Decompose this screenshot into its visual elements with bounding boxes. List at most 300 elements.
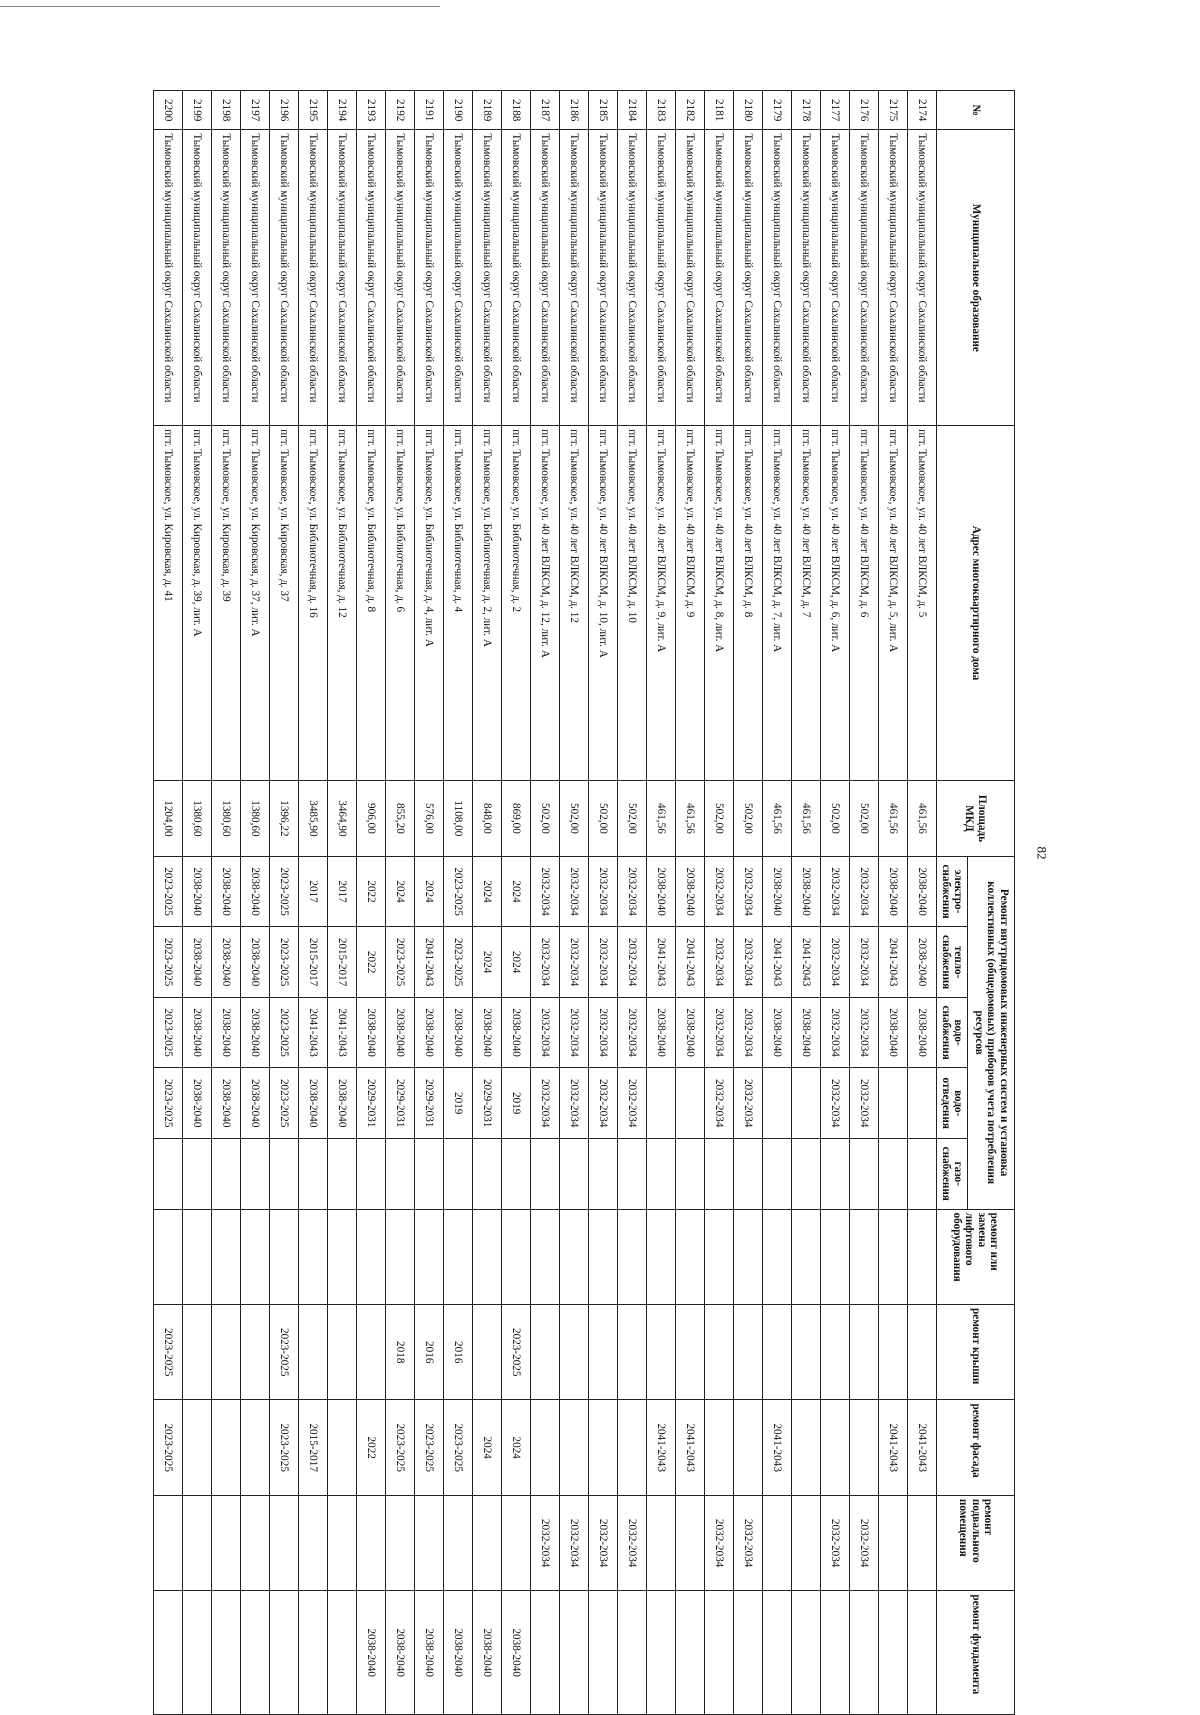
electricity-cell: 2038-2040 [212, 856, 241, 927]
sewerage-cell [647, 1068, 676, 1139]
elevator-cell [241, 1209, 270, 1304]
roof-cell [357, 1305, 386, 1400]
address-cell: пгт. Тымовское, ул. Библиотечная, д. 8 [357, 426, 386, 781]
page-number: 82 [1034, 846, 1050, 860]
heating-cell: 2032-2034 [850, 927, 879, 998]
gas-cell [357, 1138, 386, 1209]
municipality-cell: Тымовский муниципальный округ Сахалинской области [415, 130, 444, 426]
gas-cell [560, 1138, 589, 1209]
area-cell: 3464,90 [328, 781, 357, 857]
gas-cell [531, 1138, 560, 1209]
water-cell: 2038-2040 [386, 997, 415, 1068]
facade-cell: 2041-2043 [647, 1400, 676, 1495]
table-row [821, 91, 850, 1715]
roof-cell [908, 1305, 937, 1400]
basement-cell [357, 1495, 386, 1590]
row-number: 2177 [821, 91, 850, 130]
header-facade: ремонт фасада [937, 1400, 1015, 1495]
area-cell: 502,00 [734, 781, 763, 857]
elevator-cell [879, 1209, 908, 1304]
address-cell: пгт. Тымовское, ул. 40 лет ВЛКСМ, д. 9, лит. А [647, 426, 676, 781]
elevator-cell [618, 1209, 647, 1304]
sewerage-cell: 2032-2034 [618, 1068, 647, 1139]
electricity-cell: 2038-2040 [879, 856, 908, 927]
heating-cell: 2032-2034 [734, 927, 763, 998]
municipality-cell: Тымовский муниципальный округ Сахалинской области [705, 130, 734, 426]
table-row [705, 91, 734, 1715]
header-basement: ремонт подвального помещения [937, 1495, 1015, 1590]
basement-cell: 2032-2034 [850, 1495, 879, 1590]
basement-cell [676, 1495, 705, 1590]
address-cell: пгт. Тымовское, ул. Библиотечная, д. 2 [502, 426, 531, 781]
water-cell: 2038-2040 [473, 997, 502, 1068]
elevator-cell [850, 1209, 879, 1304]
facade-cell: 2041-2043 [763, 1400, 792, 1495]
address-cell: пгт. Тымовское, ул. 40 лет ВЛКСМ, д. 5, лит. А [879, 426, 908, 781]
area-cell: 502,00 [531, 781, 560, 857]
electricity-cell: 2023-2025 [444, 856, 473, 927]
elevator-cell [531, 1209, 560, 1304]
roof-cell [763, 1305, 792, 1400]
facade-cell [183, 1400, 212, 1495]
row-number: 2199 [183, 91, 212, 130]
address-cell: пгт. Тымовское, ул. Кировская, д. 37 [270, 426, 299, 781]
heating-cell: 2015-2017 [328, 927, 357, 998]
electricity-cell: 2024 [473, 856, 502, 927]
sewerage-cell: 2023-2025 [270, 1068, 299, 1139]
elevator-cell [444, 1209, 473, 1304]
address-cell: пгт. Тымовское, ул. 40 лет ВЛКСМ, д. 7, лит. А [763, 426, 792, 781]
electricity-cell: 2017 [299, 856, 328, 927]
table-header [937, 91, 1015, 1715]
sewerage-cell [792, 1068, 821, 1139]
row-number: 2176 [850, 91, 879, 130]
municipality-cell: Тымовский муниципальный округ Сахалинской области [531, 130, 560, 426]
heating-cell: 2041-2043 [415, 927, 444, 998]
row-number: 2184 [618, 91, 647, 130]
municipality-cell: Тымовский муниципальный округ Сахалинской области [154, 130, 183, 426]
water-cell: 2032-2034 [560, 997, 589, 1068]
foundation-cell [531, 1591, 560, 1715]
facade-cell: 2024 [502, 1400, 531, 1495]
foundation-cell [270, 1591, 299, 1715]
area-cell: 502,00 [850, 781, 879, 857]
facade-cell: 2041-2043 [908, 1400, 937, 1495]
municipality-cell: Тымовский муниципальный округ Сахалинской области [328, 130, 357, 426]
sewerage-cell: 2032-2034 [734, 1068, 763, 1139]
foundation-cell [299, 1591, 328, 1715]
elevator-cell [473, 1209, 502, 1304]
basement-cell [386, 1495, 415, 1590]
row-number: 2181 [705, 91, 734, 130]
row-number: 2187 [531, 91, 560, 130]
elevator-cell [386, 1209, 415, 1304]
row-number: 2194 [328, 91, 357, 130]
basement-cell [154, 1495, 183, 1590]
foundation-cell [676, 1591, 705, 1715]
elevator-cell [183, 1209, 212, 1304]
water-cell: 2038-2040 [183, 997, 212, 1068]
table-row [183, 91, 212, 1715]
water-cell: 2038-2040 [908, 997, 937, 1068]
header-num: № [937, 91, 1015, 130]
row-number: 2200 [154, 91, 183, 130]
gas-cell [618, 1138, 647, 1209]
facade-cell [531, 1400, 560, 1495]
header-municipality: Муниципальное образование [937, 130, 1015, 426]
sewerage-cell: 2032-2034 [821, 1068, 850, 1139]
area-cell: 461,56 [908, 781, 937, 857]
row-number: 2183 [647, 91, 676, 130]
electricity-cell: 2032-2034 [618, 856, 647, 927]
foundation-cell [154, 1591, 183, 1715]
facade-cell: 2024 [473, 1400, 502, 1495]
gas-cell [270, 1138, 299, 1209]
facade-cell: 2015-2017 [299, 1400, 328, 1495]
header-area: Площадь МКД [937, 781, 1015, 857]
foundation-cell [560, 1591, 589, 1715]
roof-cell [299, 1305, 328, 1400]
header-heating: тепло-снабжения [937, 927, 968, 998]
address-cell: пгт. Тымовское, ул. 40 лет ВЛКСМ, д. 6 [850, 426, 879, 781]
municipality-cell: Тымовский муниципальный округ Сахалинской области [647, 130, 676, 426]
table-row [299, 91, 328, 1715]
gas-cell [879, 1138, 908, 1209]
facade-cell [705, 1400, 734, 1495]
table-row [792, 91, 821, 1715]
address-cell: пгт. Тымовское, ул. Библиотечная, д. 4 [444, 426, 473, 781]
roof-cell: 2023-2025 [154, 1305, 183, 1400]
area-cell: 1380,60 [241, 781, 270, 857]
address-cell: пгт. Тымовское, ул. 40 лет ВЛКСМ, д. 8, лит. А [705, 426, 734, 781]
roof-cell [647, 1305, 676, 1400]
electricity-cell: 2038-2040 [647, 856, 676, 927]
municipality-cell: Тымовский муниципальный округ Сахалинской области [589, 130, 618, 426]
header-address: Адрес многоквартирного дома [937, 426, 1015, 781]
facade-cell [850, 1400, 879, 1495]
area-cell: 576,00 [415, 781, 444, 857]
sewerage-cell: 2032-2034 [850, 1068, 879, 1139]
basement-cell [299, 1495, 328, 1590]
header-elevator: ремонт или замена лифтового оборудования [937, 1209, 1015, 1304]
address-cell: пгт. Тымовское, ул. 40 лет ВЛКСМ, д. 6, лит. А [821, 426, 850, 781]
table-row [560, 91, 589, 1715]
heating-cell: 2032-2034 [618, 927, 647, 998]
facade-cell [821, 1400, 850, 1495]
sewerage-cell [763, 1068, 792, 1139]
water-cell: 2032-2034 [734, 997, 763, 1068]
gas-cell [444, 1138, 473, 1209]
basement-cell: 2032-2034 [560, 1495, 589, 1590]
municipality-cell: Тымовский муниципальный округ Сахалинской области [473, 130, 502, 426]
elevator-cell [212, 1209, 241, 1304]
row-number: 2198 [212, 91, 241, 130]
table-row [386, 91, 415, 1715]
table-row [502, 91, 531, 1715]
gas-cell [386, 1138, 415, 1209]
address-cell: пгт. Тымовское, ул. Кировская, д. 41 [154, 426, 183, 781]
sewerage-cell: 2038-2040 [183, 1068, 212, 1139]
heating-cell: 2032-2034 [531, 927, 560, 998]
municipality-cell: Тымовский муниципальный округ Сахалинской области [618, 130, 647, 426]
area-cell: 461,56 [676, 781, 705, 857]
sewerage-cell: 2038-2040 [299, 1068, 328, 1139]
municipality-cell: Тымовский муниципальный округ Сахалинской области [444, 130, 473, 426]
basement-cell [212, 1495, 241, 1590]
municipality-cell: Тымовский муниципальный округ Сахалинской области [241, 130, 270, 426]
elevator-cell [821, 1209, 850, 1304]
basement-cell: 2032-2034 [618, 1495, 647, 1590]
area-cell: 906,00 [357, 781, 386, 857]
area-cell: 855,20 [386, 781, 415, 857]
address-cell: пгт. Тымовское, ул. 40 лет ВЛКСМ, д. 10 [618, 426, 647, 781]
basement-cell [908, 1495, 937, 1590]
area-cell: 848,00 [473, 781, 502, 857]
header-electricity: электро-снабжения [937, 856, 968, 927]
electricity-cell: 2032-2034 [560, 856, 589, 927]
water-cell: 2041-2043 [328, 997, 357, 1068]
facade-cell [589, 1400, 618, 1495]
roof-cell [241, 1305, 270, 1400]
sewerage-cell: 2029-2031 [357, 1068, 386, 1139]
table-row [908, 91, 937, 1715]
elevator-cell [502, 1209, 531, 1304]
elevator-cell [647, 1209, 676, 1304]
gas-cell [241, 1138, 270, 1209]
heating-cell: 2041-2043 [676, 927, 705, 998]
address-cell: пгт. Тымовское, ул. Библиотечная, д. 12 [328, 426, 357, 781]
elevator-cell [299, 1209, 328, 1304]
facade-cell [328, 1400, 357, 1495]
foundation-cell: 2038-2040 [357, 1591, 386, 1715]
heating-cell: 2041-2043 [792, 927, 821, 998]
electricity-cell: 2038-2040 [676, 856, 705, 927]
roof-cell: 2023-2025 [502, 1305, 531, 1400]
sewerage-cell: 2032-2034 [560, 1068, 589, 1139]
municipality-cell: Тымовский муниципальный округ Сахалинской области [357, 130, 386, 426]
sewerage-cell: 2032-2034 [531, 1068, 560, 1139]
gas-cell [299, 1138, 328, 1209]
gas-cell [908, 1138, 937, 1209]
water-cell: 2038-2040 [502, 997, 531, 1068]
area-cell: 461,56 [792, 781, 821, 857]
foundation-cell: 2038-2040 [444, 1591, 473, 1715]
table-row [531, 91, 560, 1715]
gas-cell [415, 1138, 444, 1209]
municipality-cell: Тымовский муниципальный округ Сахалинской области [270, 130, 299, 426]
roof-cell [212, 1305, 241, 1400]
heating-cell: 2038-2040 [183, 927, 212, 998]
heating-cell: 2032-2034 [589, 927, 618, 998]
foundation-cell [734, 1591, 763, 1715]
row-number: 2175 [879, 91, 908, 130]
roof-cell [560, 1305, 589, 1400]
header-gas: газо-снабжения [937, 1138, 968, 1209]
heating-cell: 2023-2025 [270, 927, 299, 998]
gas-cell [328, 1138, 357, 1209]
elevator-cell [908, 1209, 937, 1304]
heating-cell: 2024 [502, 927, 531, 998]
facade-cell [212, 1400, 241, 1495]
roof-cell [705, 1305, 734, 1400]
basement-cell [270, 1495, 299, 1590]
basement-cell [183, 1495, 212, 1590]
municipality-cell: Тымовский муниципальный округ Сахалинской области [734, 130, 763, 426]
roof-cell [734, 1305, 763, 1400]
gas-cell [473, 1138, 502, 1209]
basement-cell: 2032-2034 [589, 1495, 618, 1590]
foundation-cell [850, 1591, 879, 1715]
row-number: 2195 [299, 91, 328, 130]
gas-cell [589, 1138, 618, 1209]
facade-cell: 2023-2025 [386, 1400, 415, 1495]
foundation-cell [241, 1591, 270, 1715]
table-row [763, 91, 792, 1715]
table-row [415, 91, 444, 1715]
elevator-cell [154, 1209, 183, 1304]
gas-cell [734, 1138, 763, 1209]
municipality-cell: Тымовский муниципальный округ Сахалинской области [850, 130, 879, 426]
water-cell: 2032-2034 [618, 997, 647, 1068]
basement-cell [879, 1495, 908, 1590]
foundation-cell [212, 1591, 241, 1715]
electricity-cell: 2032-2034 [705, 856, 734, 927]
roof-cell [821, 1305, 850, 1400]
basement-cell [444, 1495, 473, 1590]
elevator-cell [589, 1209, 618, 1304]
foundation-cell [618, 1591, 647, 1715]
address-cell: пгт. Тымовское, ул. Библиотечная, д. 6 [386, 426, 415, 781]
heating-cell: 2024 [473, 927, 502, 998]
roof-cell [328, 1305, 357, 1400]
repair-schedule-table [153, 90, 1015, 1715]
area-cell: 502,00 [589, 781, 618, 857]
area-cell: 1396,22 [270, 781, 299, 857]
foundation-cell: 2038-2040 [386, 1591, 415, 1715]
table-row [473, 91, 502, 1715]
electricity-cell: 2023-2025 [270, 856, 299, 927]
municipality-cell: Тымовский муниципальный округ Сахалинской области [821, 130, 850, 426]
header-sewerage: водо-отведения [937, 1068, 968, 1139]
municipality-cell: Тымовский муниципальный округ Сахалинской области [299, 130, 328, 426]
table-row [270, 91, 299, 1715]
gas-cell [705, 1138, 734, 1209]
table-row [879, 91, 908, 1715]
table-row [357, 91, 386, 1715]
address-cell: пгт. Тымовское, ул. Библиотечная, д. 2, лит. А [473, 426, 502, 781]
address-cell: пгт. Тымовское, ул. 40 лет ВЛКСМ, д. 9 [676, 426, 705, 781]
gas-cell [502, 1138, 531, 1209]
gas-cell [821, 1138, 850, 1209]
heating-cell: 2038-2040 [212, 927, 241, 998]
row-number: 2196 [270, 91, 299, 130]
elevator-cell [734, 1209, 763, 1304]
sewerage-cell: 2029-2031 [473, 1068, 502, 1139]
foundation-cell: 2038-2040 [502, 1591, 531, 1715]
row-number: 2193 [357, 91, 386, 130]
elevator-cell [676, 1209, 705, 1304]
municipality-cell: Тымовский муниципальный округ Сахалинской области [676, 130, 705, 426]
electricity-cell: 2032-2034 [821, 856, 850, 927]
area-cell: 502,00 [560, 781, 589, 857]
water-cell: 2023-2025 [270, 997, 299, 1068]
roof-cell [473, 1305, 502, 1400]
heating-cell: 2015-2017 [299, 927, 328, 998]
heating-cell: 2041-2043 [763, 927, 792, 998]
elevator-cell [560, 1209, 589, 1304]
address-cell: пгт. Тымовское, ул. Кировская, д. 37, лит. А [241, 426, 270, 781]
gas-cell [183, 1138, 212, 1209]
roof-cell [850, 1305, 879, 1400]
foundation-cell [589, 1591, 618, 1715]
row-number: 2190 [444, 91, 473, 130]
row-number: 2189 [473, 91, 502, 130]
elevator-cell [763, 1209, 792, 1304]
address-cell: пгт. Тымовское, ул. 40 лет ВЛКСМ, д. 10, лит. А [589, 426, 618, 781]
basement-cell [502, 1495, 531, 1590]
electricity-cell: 2038-2040 [908, 856, 937, 927]
basement-cell [763, 1495, 792, 1590]
sewerage-cell: 2023-2025 [154, 1068, 183, 1139]
foundation-cell [792, 1591, 821, 1715]
header-roof: ремонт крыши [937, 1305, 1015, 1400]
roof-cell [183, 1305, 212, 1400]
facade-cell: 2023-2025 [154, 1400, 183, 1495]
water-cell: 2038-2040 [792, 997, 821, 1068]
table-row [241, 91, 270, 1715]
electricity-cell: 2023-2025 [154, 856, 183, 927]
basement-cell [647, 1495, 676, 1590]
basement-cell [328, 1495, 357, 1590]
facade-cell [560, 1400, 589, 1495]
municipality-cell: Тымовский муниципальный округ Сахалинской области [502, 130, 531, 426]
address-cell: пгт. Тымовское, ул. 40 лет ВЛКСМ, д. 12, лит. А [531, 426, 560, 781]
water-cell: 2038-2040 [647, 997, 676, 1068]
area-cell: 461,56 [879, 781, 908, 857]
municipality-cell: Тымовский муниципальный округ Сахалинской области [879, 130, 908, 426]
electricity-cell: 2038-2040 [241, 856, 270, 927]
electricity-cell: 2032-2034 [850, 856, 879, 927]
municipality-cell: Тымовский муниципальный округ Сахалинской области [560, 130, 589, 426]
water-cell: 2038-2040 [676, 997, 705, 1068]
heating-cell: 2023-2025 [154, 927, 183, 998]
water-cell: 2032-2034 [589, 997, 618, 1068]
municipality-cell: Тымовский муниципальный округ Сахалинской области [908, 130, 937, 426]
area-cell: 461,56 [763, 781, 792, 857]
basement-cell: 2032-2034 [821, 1495, 850, 1590]
water-cell: 2041-2043 [299, 997, 328, 1068]
area-cell: 1204,00 [154, 781, 183, 857]
basement-cell [415, 1495, 444, 1590]
sewerage-cell: 2038-2040 [328, 1068, 357, 1139]
heating-cell: 2041-2043 [647, 927, 676, 998]
roof-cell [676, 1305, 705, 1400]
electricity-cell: 2038-2040 [763, 856, 792, 927]
municipality-cell: Тымовский муниципальный округ Сахалинской области [792, 130, 821, 426]
foundation-cell [705, 1591, 734, 1715]
foundation-cell: 2038-2040 [473, 1591, 502, 1715]
facade-cell: 2023-2025 [415, 1400, 444, 1495]
water-cell: 2038-2040 [357, 997, 386, 1068]
heating-cell: 2023-2025 [444, 927, 473, 998]
area-cell: 1380,60 [183, 781, 212, 857]
municipality-cell: Тымовский муниципальный округ Сахалинской области [183, 130, 212, 426]
header-engineering-group: Ремонт внутридомовых инженерных систем и установка коллективных (общедомовых) приборов учета потребления ресурсов [968, 856, 1015, 1209]
area-cell: 1108,00 [444, 781, 473, 857]
heating-cell: 2041-2043 [879, 927, 908, 998]
basement-cell [241, 1495, 270, 1590]
sewerage-cell: 2032-2034 [589, 1068, 618, 1139]
